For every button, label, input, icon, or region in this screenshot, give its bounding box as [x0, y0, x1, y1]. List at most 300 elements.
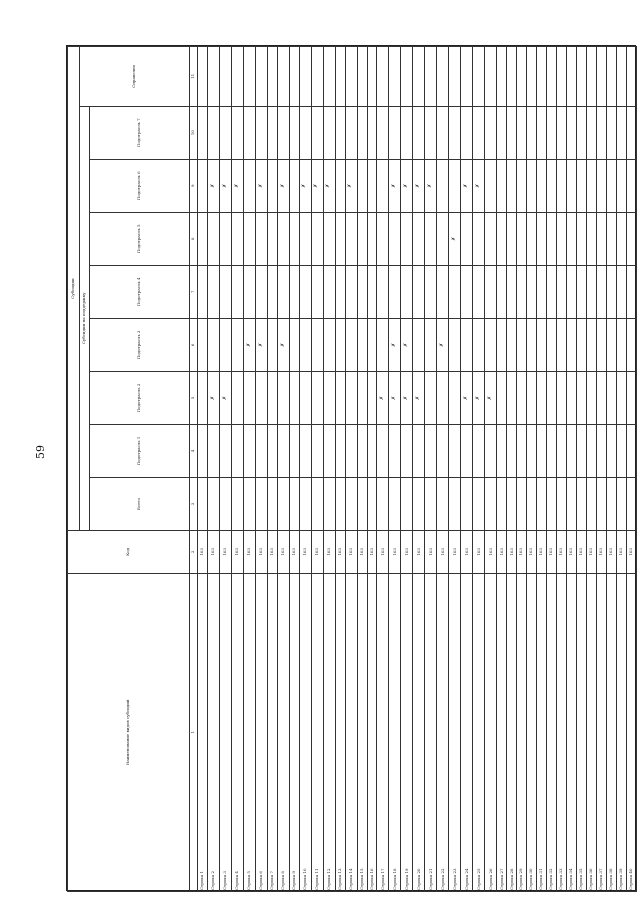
row-cell [207, 47, 219, 107]
row-cell [556, 265, 566, 318]
table-row [267, 47, 277, 892]
row-cell [367, 424, 377, 477]
row-name: Строка 12 [323, 573, 335, 891]
row-cell [576, 212, 586, 265]
table-body [198, 47, 637, 892]
row-cell [345, 478, 357, 531]
row-cell [267, 318, 277, 371]
row-cell [267, 371, 277, 424]
row-cell [517, 159, 527, 212]
row-cell: ✗ [461, 371, 473, 424]
row-cell: ✗ [401, 159, 413, 212]
row-cell [311, 265, 323, 318]
row-cell [566, 159, 576, 212]
row-cell [377, 265, 389, 318]
row-code: 103 [586, 531, 596, 573]
row-cell [576, 478, 586, 531]
row-cell [517, 371, 527, 424]
row-cell [517, 106, 527, 159]
row-cell [566, 265, 576, 318]
table-row [616, 47, 626, 892]
row-cell [556, 318, 566, 371]
row-cell [497, 159, 507, 212]
row-cell [289, 265, 299, 318]
row-cell [507, 47, 517, 107]
row-cell [473, 212, 485, 265]
table-row [461, 47, 473, 892]
row-cell [616, 478, 626, 531]
row-cell [517, 478, 527, 531]
row-cell [507, 212, 517, 265]
row-cell [527, 478, 537, 531]
row-cell [586, 424, 596, 477]
row-cell [323, 478, 335, 531]
row-name: Строка 20 [413, 573, 425, 891]
table-row [231, 47, 243, 892]
row-name: Строка 25 [473, 573, 485, 891]
row-name: Строка 11 [311, 573, 323, 891]
header-col-5: Подотрасль 5 [90, 212, 190, 265]
row-cell [425, 371, 437, 424]
row-cell [357, 212, 367, 265]
row-cell [335, 424, 345, 477]
column-number: 11 [190, 47, 198, 107]
row-cell [425, 424, 437, 477]
row-cell [596, 265, 606, 318]
row-cell [289, 212, 299, 265]
row-cell [389, 47, 401, 107]
row-cell: ✗ [219, 371, 231, 424]
subsidy-table [67, 46, 637, 892]
row-name: Строка 18 [389, 573, 401, 891]
row-code: 103 [345, 531, 357, 573]
row-name: Строка 7 [267, 573, 277, 891]
row-cell [437, 212, 449, 265]
row-cell [566, 424, 576, 477]
row-cell [616, 47, 626, 107]
row-cell [267, 212, 277, 265]
row-code: 103 [461, 531, 473, 573]
row-cell [537, 371, 547, 424]
row-cell [207, 212, 219, 265]
row-cell [437, 265, 449, 318]
row-cell [626, 212, 637, 265]
row-cell [243, 159, 255, 212]
row-cell [556, 478, 566, 531]
row-cell [277, 424, 289, 477]
row-cell [606, 371, 616, 424]
row-cell [401, 106, 413, 159]
row-cell [198, 265, 208, 318]
row-cell [299, 424, 311, 477]
row-cell [401, 265, 413, 318]
row-cell [345, 265, 357, 318]
table-row [517, 47, 527, 892]
table-row [357, 47, 367, 892]
row-code: 103 [596, 531, 606, 573]
row-cell [389, 424, 401, 477]
row-cell [576, 47, 586, 107]
row-cell [243, 106, 255, 159]
row-cell [413, 212, 425, 265]
table-row [289, 47, 299, 892]
row-cell [219, 424, 231, 477]
table-row [537, 47, 547, 892]
row-cell [576, 159, 586, 212]
row-name: Строка 30 [527, 573, 537, 891]
row-name: Строка 4 [231, 573, 243, 891]
row-cell [289, 47, 299, 107]
row-cell [527, 47, 537, 107]
row-cell [255, 106, 267, 159]
row-cell [566, 478, 576, 531]
row-cell [576, 265, 586, 318]
table-row [437, 47, 449, 892]
row-cell [357, 318, 367, 371]
row-code: 103 [527, 531, 537, 573]
row-cell [267, 478, 277, 531]
row-cell [497, 478, 507, 531]
row-cell [207, 265, 219, 318]
row-cell [277, 478, 289, 531]
row-cell [357, 106, 367, 159]
row-code: 103 [311, 531, 323, 573]
row-cell [198, 159, 208, 212]
row-cell [507, 106, 517, 159]
row-cell [357, 424, 367, 477]
row-cell [357, 159, 367, 212]
row-cell [497, 265, 507, 318]
row-cell [606, 265, 616, 318]
table-row [219, 47, 231, 892]
row-cell [207, 478, 219, 531]
row-cell: ✗ [413, 159, 425, 212]
row-cell: ✗ [255, 159, 267, 212]
column-number: 3 [190, 478, 198, 531]
row-cell [323, 106, 335, 159]
table-row [596, 47, 606, 892]
row-cell [345, 371, 357, 424]
rotated-table-container [67, 46, 637, 892]
row-cell [219, 212, 231, 265]
row-cell [437, 47, 449, 107]
row-code: 103 [497, 531, 507, 573]
row-cell [485, 212, 497, 265]
row-cell [198, 47, 208, 107]
row-cell [425, 478, 437, 531]
row-name: Строка 15 [357, 573, 367, 891]
table-row [345, 47, 357, 892]
row-cell: ✗ [207, 371, 219, 424]
row-cell [231, 371, 243, 424]
row-cell [401, 478, 413, 531]
row-cell [461, 265, 473, 318]
row-name: Строка 17 [377, 573, 389, 891]
row-code: 103 [255, 531, 267, 573]
row-cell [243, 265, 255, 318]
row-cell [596, 159, 606, 212]
row-cell [556, 47, 566, 107]
header-col-1: Подотрасль 1 [90, 424, 190, 477]
row-cell [277, 106, 289, 159]
row-name: Строка 3 [219, 573, 231, 891]
row-code: 103 [231, 531, 243, 573]
row-code: 103 [277, 531, 289, 573]
row-code: 103 [367, 531, 377, 573]
row-cell [335, 371, 345, 424]
row-cell: ✗ [243, 318, 255, 371]
row-cell [207, 106, 219, 159]
row-cell [517, 318, 527, 371]
row-cell [473, 106, 485, 159]
row-cell [401, 212, 413, 265]
row-cell [311, 212, 323, 265]
row-cell [485, 106, 497, 159]
row-name: Строка 33 [556, 573, 566, 891]
row-cell [357, 371, 367, 424]
table-row [497, 47, 507, 892]
row-code: 103 [517, 531, 527, 573]
row-cell: ✗ [277, 159, 289, 212]
row-cell [497, 106, 507, 159]
row-cell [576, 106, 586, 159]
row-cell [425, 106, 437, 159]
row-code: 103 [335, 531, 345, 573]
row-cell [219, 478, 231, 531]
row-cell [289, 159, 299, 212]
row-cell [527, 265, 537, 318]
row-cell [311, 371, 323, 424]
row-cell: ✗ [255, 318, 267, 371]
row-cell [616, 212, 626, 265]
row-cell [277, 265, 289, 318]
row-cell [497, 318, 507, 371]
row-cell [299, 212, 311, 265]
row-cell [596, 212, 606, 265]
row-cell [377, 318, 389, 371]
row-cell [517, 47, 527, 107]
row-cell: ✗ [437, 318, 449, 371]
column-number: 5 [190, 371, 198, 424]
row-code: 103 [267, 531, 277, 573]
row-cell [507, 478, 517, 531]
row-cell: ✗ [473, 159, 485, 212]
header-number-row [190, 47, 198, 892]
row-cell [547, 371, 557, 424]
row-cell [626, 159, 637, 212]
column-number: 7 [190, 265, 198, 318]
row-cell [473, 478, 485, 531]
row-code: 103 [207, 531, 219, 573]
row-cell [299, 106, 311, 159]
row-cell [586, 265, 596, 318]
row-name: Строка 39 [616, 573, 626, 891]
row-cell [357, 265, 367, 318]
table-row [323, 47, 335, 892]
row-cell [335, 265, 345, 318]
row-cell [231, 478, 243, 531]
column-number: 4 [190, 424, 198, 477]
row-cell [507, 159, 517, 212]
column-number: 9 [190, 159, 198, 212]
row-cell: ✗ [461, 159, 473, 212]
row-cell [449, 318, 461, 371]
row-cell [537, 265, 547, 318]
column-number: 10 [190, 106, 198, 159]
table-row [527, 47, 537, 892]
row-cell [198, 318, 208, 371]
row-cell [345, 47, 357, 107]
row-cell [517, 424, 527, 477]
row-code: 103 [507, 531, 517, 573]
row-cell [449, 478, 461, 531]
table-row [198, 47, 208, 892]
row-name: Строка 16 [367, 573, 377, 891]
row-code: 103 [626, 531, 637, 573]
row-cell [547, 478, 557, 531]
row-cell [389, 212, 401, 265]
row-cell [586, 159, 596, 212]
row-cell [289, 478, 299, 531]
row-cell: ✗ [323, 159, 335, 212]
row-cell [461, 478, 473, 531]
row-cell [606, 212, 616, 265]
table-row [367, 47, 377, 892]
row-cell [425, 47, 437, 107]
row-cell [367, 47, 377, 107]
row-cell: ✗ [277, 318, 289, 371]
row-cell [377, 212, 389, 265]
row-cell [606, 318, 616, 371]
row-name: Строка 27 [497, 573, 507, 891]
row-cell [219, 106, 231, 159]
row-cell: ✗ [389, 371, 401, 424]
row-cell [576, 424, 586, 477]
header-col-3: Подотрасль 3 [90, 318, 190, 371]
row-cell [277, 47, 289, 107]
row-cell [289, 424, 299, 477]
table-row [311, 47, 323, 892]
row-code: 103 [606, 531, 616, 573]
row-name: Строка 6 [255, 573, 267, 891]
row-cell [243, 47, 255, 107]
row-cell [616, 265, 626, 318]
row-name: Строка 26 [485, 573, 497, 891]
row-cell [367, 106, 377, 159]
row-cell [485, 159, 497, 212]
row-cell [277, 212, 289, 265]
row-cell [231, 265, 243, 318]
row-cell [367, 265, 377, 318]
row-cell [345, 212, 357, 265]
row-cell [367, 371, 377, 424]
row-cell [289, 371, 299, 424]
row-cell [626, 47, 637, 107]
row-cell [507, 371, 517, 424]
row-cell [345, 424, 357, 477]
row-cell [311, 106, 323, 159]
row-cell [231, 424, 243, 477]
row-cell [507, 265, 517, 318]
row-cell [323, 47, 335, 107]
table-row [473, 47, 485, 892]
row-cell [547, 159, 557, 212]
row-cell [517, 265, 527, 318]
row-cell [586, 212, 596, 265]
header-col-2: Подотрасль 2 [90, 371, 190, 424]
row-cell: ✗ [231, 159, 243, 212]
table-row [507, 47, 517, 892]
row-cell [323, 424, 335, 477]
row-cell [449, 159, 461, 212]
row-cell [413, 47, 425, 107]
row-cell [616, 159, 626, 212]
row-cell [537, 159, 547, 212]
row-code: 103 [243, 531, 255, 573]
table-row [485, 47, 497, 892]
row-name: Строка 8 [277, 573, 289, 891]
row-cell [231, 106, 243, 159]
header-group-subtitle: Субсидии на поддержку [80, 106, 90, 531]
row-code: 103 [473, 531, 485, 573]
row-cell [461, 47, 473, 107]
row-cell [556, 424, 566, 477]
header-group-title: Субсидии [68, 47, 80, 531]
header-col-7: Подотрасль 7 [90, 106, 190, 159]
table-row [413, 47, 425, 892]
row-cell [616, 318, 626, 371]
row-cell [527, 159, 537, 212]
row-cell [267, 265, 277, 318]
row-cell [437, 478, 449, 531]
row-cell [606, 47, 616, 107]
row-cell [537, 318, 547, 371]
row-code: 103 [425, 531, 437, 573]
row-cell [231, 47, 243, 107]
row-cell [437, 371, 449, 424]
table-row [576, 47, 586, 892]
row-cell [335, 318, 345, 371]
row-cell [299, 265, 311, 318]
row-cell [547, 106, 557, 159]
row-cell [537, 478, 547, 531]
row-cell [219, 318, 231, 371]
table-frame [66, 45, 636, 891]
row-code: 103 [437, 531, 449, 573]
row-name: Строка 32 [547, 573, 557, 891]
row-code: 103 [323, 531, 335, 573]
row-code: 103 [449, 531, 461, 573]
row-cell [323, 265, 335, 318]
row-cell [507, 318, 517, 371]
row-cell [377, 106, 389, 159]
row-name: Строка 35 [576, 573, 586, 891]
row-cell [231, 212, 243, 265]
column-number: 6 [190, 318, 198, 371]
column-number: 2 [190, 531, 198, 573]
row-name: Строка 19 [401, 573, 413, 891]
row-cell [335, 478, 345, 531]
row-cell [596, 424, 606, 477]
row-cell [556, 212, 566, 265]
row-cell [449, 424, 461, 477]
row-cell [198, 424, 208, 477]
row-cell [596, 47, 606, 107]
row-cell [547, 47, 557, 107]
row-cell [243, 371, 255, 424]
row-cell [219, 265, 231, 318]
table-row [401, 47, 413, 892]
